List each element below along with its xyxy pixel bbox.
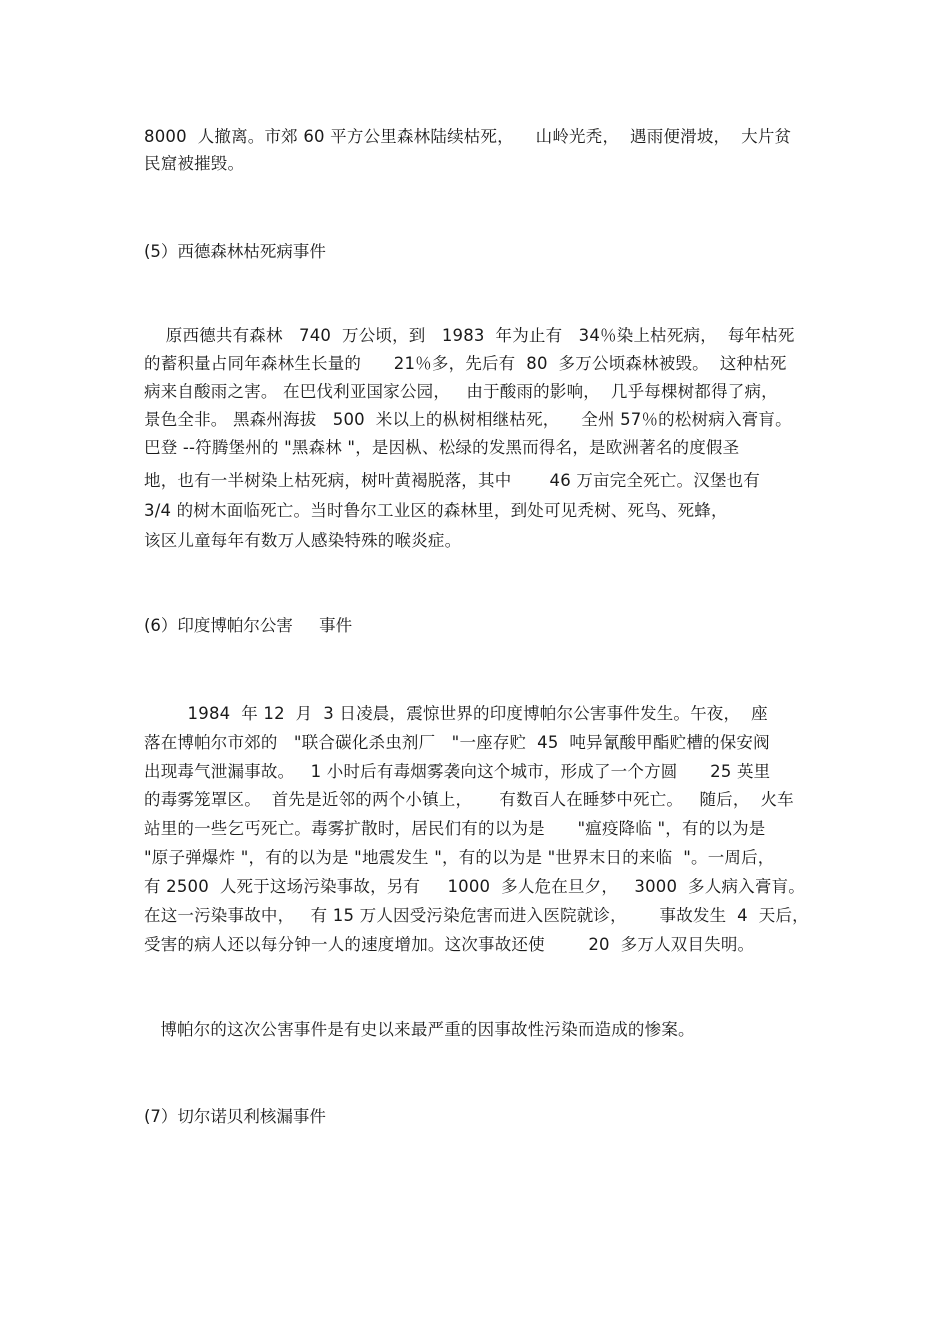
section-5-line-7: 3/4 的树木面临死亡。当时鲁尔工业区的森林里，到处可见秃树、死鸟、死蜂， bbox=[144, 501, 728, 520]
section-5-line-2: 的蓄积量占同年森林生长量的 21％多，先后有 80 多万公顷森林被毁。 这种枯死 bbox=[144, 354, 787, 373]
section-6-line-3: 出现毒气泄漏事故。 1 小时后有毒烟雾袭向这个城市，形成了一个方圆 25 英里 bbox=[144, 762, 771, 781]
section-5-line-5: 巴登 --符腾堡州的 "黑森林 "，是因枞、松绿的发黑而得名，是欧洲著名的度假圣 bbox=[144, 438, 740, 457]
section-5-heading: (5）西德森林枯死病事件 bbox=[144, 242, 326, 261]
section-6-line-8: 在这一污染事故中， 有 15 万人因受污染危害而进入医院就诊， 事故发生 4 天后， bbox=[144, 906, 809, 925]
section-5-line-4: 景色全非。 黑森州海拔 500 米以上的枞树相继枯死， 全州 57％的松树病入膏肓。 bbox=[144, 410, 792, 429]
section-6-line-5: 站里的一些乞丐死亡。毒雾扩散时，居民们有的以为是 "瘟疫降临 "，有的以为是 bbox=[144, 819, 766, 838]
section-6-heading: (6）印度博帕尔公害 事件 bbox=[144, 616, 353, 635]
section-5-line-3: 病来自酸雨之害。 在巴伐利亚国家公园， 由于酸雨的影响， 几乎每棵树都得了病， bbox=[144, 382, 778, 401]
section-6-line-4: 的毒雾笼罩区。 首先是近邻的两个小镇上， 有数百人在睡梦中死亡。 随后， 火车 bbox=[144, 790, 794, 809]
intro-line-2: 民窟被摧毁。 bbox=[144, 154, 245, 173]
section-6-closing: 博帕尔的这次公害事件是有史以来最严重的因事故性污染而造成的惨案。 bbox=[144, 1020, 695, 1039]
section-5-line-8: 该区儿童每年有数万人感染特殊的喉炎症。 bbox=[144, 531, 462, 550]
section-6-line-1: 1984 年 12 月 3 日凌晨，震惊世界的印度博帕尔公害事件发生。午夜， 座 bbox=[144, 704, 768, 723]
intro-line-1: 8000 人撤离。市郊 60 平方公里森林陆续枯死， 山岭光秃， 遇雨便滑坡， 大片贫 bbox=[144, 127, 792, 146]
section-6-line-6: "原子弹爆炸 "，有的以为是 "地震发生 "，有的以为是 "世界末日的来临 "。一周后， bbox=[144, 848, 775, 867]
section-6-line-9: 受害的病人还以每分钟一人的速度增加。这次事故还使 20 多万人双目失明。 bbox=[144, 935, 755, 954]
section-6-line-2: 落在博帕尔市郊的 "联合碳化杀虫剂厂 "一座存贮 45 吨异氰酸甲酯贮槽的保安阀 bbox=[144, 733, 770, 752]
section-6-line-7: 有 2500 人死于这场污染事故，另有 1000 多人危在旦夕， 3000 多人病入膏肓。 bbox=[144, 877, 805, 896]
section-7-heading: (7）切尔诺贝利核漏事件 bbox=[144, 1107, 326, 1126]
section-5-line-1: 原西德共有森林 740 万公顷，到 1983 年为止有 34％染上枯死病， 每年枯死 bbox=[144, 326, 795, 345]
section-5-line-6: 地，也有一半树染上枯死病，树叶黄褐脱落，其中 46 万亩完全死亡。汉堡也有 bbox=[144, 471, 761, 490]
